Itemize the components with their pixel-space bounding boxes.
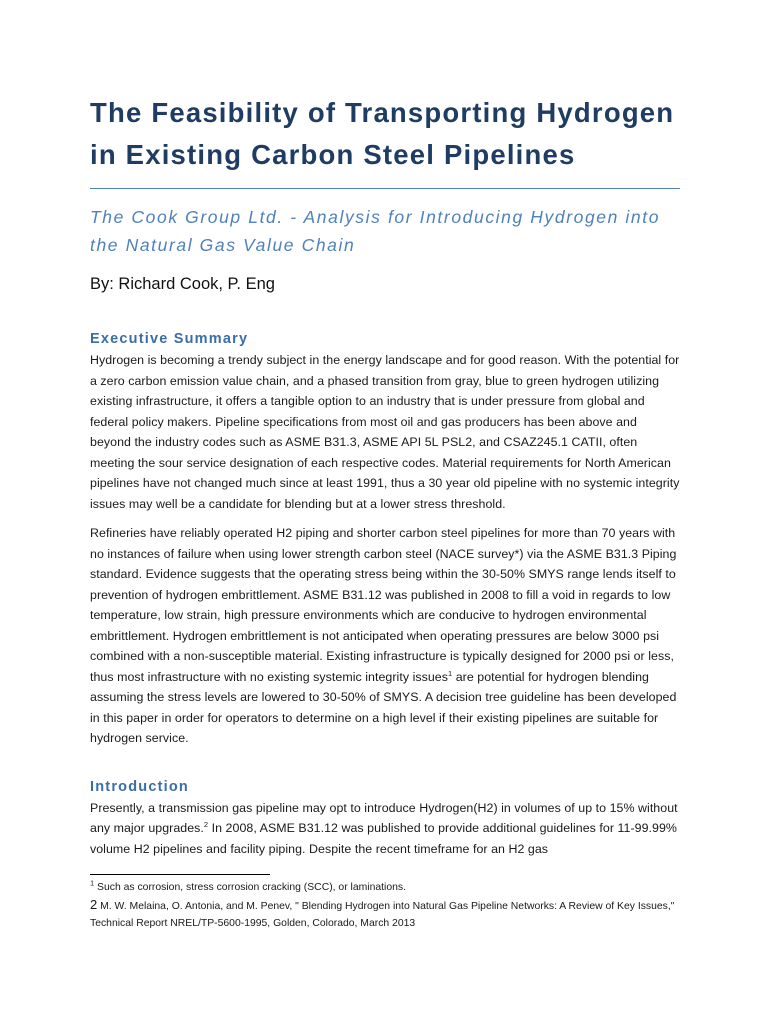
paragraph-text: Presently, a transmission gas pipeline may opt to introduce Hydrogen(H2) in volumes of up to 15% without any major upgrades.: [90, 800, 678, 835]
title-divider: [90, 188, 680, 189]
subtitle-line-2: the Natural Gas Value Chain: [90, 235, 356, 255]
introduction-heading: Introduction: [90, 778, 189, 795]
subtitle-line-1: The Cook Group Ltd. - Analysis for Introducing Hydrogen into: [90, 207, 661, 227]
paragraph-text: In 2008, ASME B31.12 was published to provide additional guidelines for 11-99.99% volume H2 pipelines and facility piping. Despite the recent timeframe for an H2 gas: [90, 821, 677, 856]
footnote-reference-2[interactable]: 2: [203, 819, 209, 829]
footnote-divider: [90, 874, 270, 875]
footnote-2: [90, 896, 690, 932]
paragraph-text: Refineries have reliably operated H2 piping and shorter carbon steel pipelines for more than 70 years with no instances of failure when using lower strength carbon steel (NACE survey*) via the ASME B31.3 Piping standard. Evidence suggests that the operating stress being within the 30-50% SMYS range lends itself to prevention of hydrogen embrittlement. ASME B31.12 was published in 2008 to fill a void in regards to low temperature, low strain, high pressure environments which are conducive to hydrogen environmental embrittlement. Hydrogen embrittlement is not anticipated when operating pressures are below 3000 psi combined with a non-susceptible material. Existing infrastructure is typically designed for 2000 psi or less, thus most infrastructure with no existing systemic integrity issues: [90, 526, 677, 684]
title-line-2: in Existing Carbon Steel Pipelines: [90, 139, 576, 170]
introduction-paragraph: [90, 798, 680, 860]
footnote-mark: 2: [90, 897, 98, 912]
executive-summary-paragraph-2: [90, 523, 680, 749]
paragraph-text: are potential for hydrogen blending assuming the stress levels are lowered to 30-50% of SMYS. A decision tree guideline has been developed in this paper in order for operators to determine on a high level if their existing pipelines are suitable for hydrogen service.: [90, 669, 677, 745]
executive-summary-heading: Executive Summary: [90, 331, 249, 347]
document-title: [90, 92, 680, 176]
title-line-1: The Feasibility of Transporting Hydrogen: [90, 97, 675, 128]
executive-summary-paragraph-1: Hydrogen is becoming a trendy subject in the energy landscape and for good reason. With the potential for a zero carbon emission value chain, and a phased transition from gray, blue to green hydrogen utilizing existing infrastructure, it offers a tangible option to an industry that is under pressure from global and federal policy makers. Pipeline specifications from most oil and gas producers has been above and beyond the industry codes such as ASME B31.3, ASME API 5L PSL2, and CSAZ245.1 CATII, often meeting the sour service designation of each respective codes. Material requirements for North American pipelines have not changed much since at least 1991, thus a 30 year old pipeline with no systemic integrity issues may well be a candidate for blending but at a lower stress threshold.: [90, 353, 680, 511]
footnote-mark: 1: [90, 878, 95, 888]
footnote-text: Such as corrosion, stress corrosion cracking (SCC), or laminations.: [94, 882, 406, 893]
footnote-1: [90, 879, 690, 896]
document-page: [90, 92, 680, 859]
document-subtitle: [90, 203, 680, 259]
footnotes: [90, 879, 690, 932]
footnote-text: M. W. Melaina, O. Antonia, and M. Penev, " Blending Hydrogen into Natural Gas Pipeline Networks: A Review of Key Issues," Technical Report NREL/TP-5600-1995, Golden, Colorado, March 2013: [90, 901, 675, 929]
author-byline: By: Richard Cook, P. Eng: [90, 275, 275, 293]
footnote-reference-1[interactable]: 1: [448, 668, 453, 678]
